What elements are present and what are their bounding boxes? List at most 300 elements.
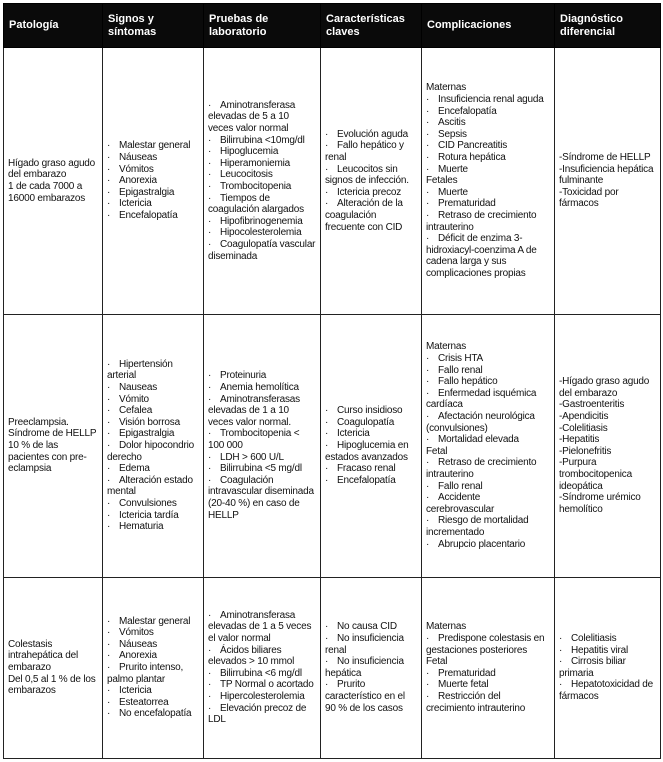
bullet-icon: · [325, 633, 329, 645]
cell-pathology [4, 577, 103, 758]
bullet-icon: · [107, 662, 111, 674]
cell-text: Hepatotoxicidad de fármacos [559, 679, 654, 703]
bullet-icon: · [325, 405, 329, 417]
bullet-icon: · [107, 198, 111, 210]
cell-line [208, 394, 316, 429]
cell-text: Ictericia [119, 198, 152, 210]
cell-text: Trombocitopenia [220, 180, 292, 192]
cell-signs [103, 48, 204, 315]
bullet-icon: · [208, 134, 212, 146]
cell-text: Proteinuria [220, 370, 267, 382]
cell-line [208, 216, 316, 228]
bullet-icon: · [559, 644, 563, 656]
cell-line [426, 117, 550, 129]
cell-text: Ictericia tardía [119, 509, 179, 521]
cell-text: -Apendicitis [559, 410, 609, 422]
cell-text: Anorexia [119, 650, 157, 662]
cell-text: Encefalopatía [438, 105, 497, 117]
cell-line [107, 164, 199, 176]
bullet-icon: · [426, 633, 430, 645]
bullet-icon: · [426, 679, 430, 691]
cell-text: -Gastroenteritis [559, 399, 625, 411]
cell-line [107, 394, 199, 406]
cell-line [8, 158, 98, 181]
bullet-icon: · [107, 140, 111, 152]
bullet-icon: · [426, 140, 430, 152]
cell-line [426, 233, 550, 279]
cell-line [426, 492, 550, 515]
bullet-icon: · [208, 691, 212, 703]
bullet-icon: · [107, 428, 111, 440]
cell-line [107, 440, 199, 463]
cell-text: Bilirrubina <10mg/dl [220, 134, 305, 146]
bullet-icon: · [107, 382, 111, 393]
bullet-icon: · [426, 376, 430, 388]
cell-text: Náuseas [119, 151, 158, 163]
cell-signs [103, 314, 204, 577]
cell-text: 1 de cada 7000 a 16000 embarazos [8, 180, 86, 204]
bullet-icon: · [325, 621, 329, 633]
cell-signs [103, 577, 204, 758]
bullet-icon: · [426, 117, 430, 129]
table-row [4, 48, 661, 315]
cell-line [208, 227, 316, 239]
cell-line [107, 475, 199, 498]
cell-text: Trombocitopenia < 100 000 [208, 428, 300, 451]
cell-line [107, 510, 199, 522]
bullet-icon: · [325, 140, 329, 152]
cell-text: Hipertensión arterial [107, 358, 173, 382]
cell-text: Tiempos de coagulación alargados [208, 192, 304, 216]
cell-line [107, 708, 199, 720]
table-row [4, 314, 661, 577]
cell-line [559, 376, 656, 399]
bullet-icon: · [426, 128, 430, 140]
cell-text: -Insuficiencia hepática fulminante [559, 163, 654, 187]
cell-text: Hipoglucemia [220, 146, 279, 158]
cell-text: Coagulación intravascular diseminada (20-40 %) en caso de HELLP [208, 474, 314, 521]
cell-line [208, 382, 316, 394]
cell-complications [422, 577, 555, 758]
bullet-icon: · [107, 638, 111, 650]
cell-line [426, 129, 550, 141]
cell-line [559, 434, 656, 446]
bullet-icon: · [208, 192, 212, 204]
cell-text: Sepsis [438, 128, 467, 140]
bullet-icon: · [208, 370, 212, 382]
cell-text: Afectación neurológica (convulsiones) [426, 410, 535, 434]
cell-line [107, 382, 199, 394]
cell-line [426, 411, 550, 434]
cell-line [426, 515, 550, 538]
bullet-icon: · [325, 416, 329, 428]
cell-line [559, 633, 656, 645]
cell-text: Síndrome de HELLP 10 % de las pacientes con pre-eclampsia [8, 428, 97, 475]
cell-line [107, 187, 199, 199]
cell-text: Del 0,5 al 1 % de los embarazos [8, 673, 96, 697]
cell-text: -Purpura trombocitopenica ideopática [559, 457, 632, 492]
bullet-icon: · [107, 405, 111, 417]
cell-text: Ictericia precoz [337, 186, 402, 198]
bullet-icon: · [208, 474, 212, 486]
cell-text: Cefalea [119, 405, 153, 417]
cell-text: No insuficiencia renal [325, 633, 404, 656]
cell-text: Aminotransferasa elevadas de 5 a 10 veces valor normal [208, 99, 296, 134]
cell-labs [204, 577, 321, 758]
bullet-icon: · [107, 497, 111, 509]
cell-line [559, 446, 656, 458]
cell-line [107, 498, 199, 510]
cell-text: Elevación precoz de LDL [208, 702, 307, 726]
cell-text: Hematuria [119, 521, 164, 533]
cell-line [426, 376, 550, 388]
cell-line [426, 82, 550, 94]
cell-line [426, 668, 550, 680]
cell-line [325, 198, 417, 233]
bullet-icon: · [107, 650, 111, 662]
cell-text: Colelitiasis [571, 633, 617, 645]
cell-text: Prematuridad [438, 198, 496, 210]
bullet-icon: · [559, 656, 563, 668]
cell-text: Epigastralgia [119, 186, 175, 198]
cell-text: Alteración estado mental [107, 474, 193, 498]
bullet-icon: · [208, 451, 212, 463]
bullet-icon: · [107, 175, 111, 187]
cell-text: Accidente cerebrovascular [426, 492, 495, 515]
bullet-icon: · [107, 708, 111, 720]
cell-text: -Colelitiasis [559, 422, 608, 434]
bullet-icon: · [325, 428, 329, 440]
bullet-icon: · [208, 644, 212, 656]
bullet-icon: · [208, 463, 212, 475]
bullet-icon: · [208, 609, 212, 621]
bullet-icon: · [208, 215, 212, 227]
cell-text: Retraso de crecimiento intrauterino [426, 457, 537, 480]
bullet-icon: · [325, 198, 329, 210]
cell-line [107, 650, 199, 662]
cell-text: Riesgo de mortalidad incrementado [426, 515, 529, 538]
bullet-icon: · [426, 538, 430, 550]
cell-labs [204, 314, 321, 577]
cell-line [325, 633, 417, 656]
bullet-icon: · [426, 233, 430, 245]
cell-line [107, 685, 199, 697]
cell-line [208, 169, 316, 181]
cell-line [208, 193, 316, 216]
bullet-icon: · [426, 186, 430, 198]
cell-text: Anorexia [119, 175, 157, 187]
bullet-icon: · [325, 186, 329, 198]
bullet-icon: · [208, 382, 212, 393]
cell-line [107, 417, 199, 429]
cell-text: Vómitos [119, 627, 154, 639]
cell-line [325, 164, 417, 187]
cell-line [107, 359, 199, 382]
cell-text: Insuficiencia renal aguda [438, 93, 544, 105]
cell-key-features [321, 577, 422, 758]
cell-line [426, 106, 550, 118]
cell-text: Vómitos [119, 163, 154, 175]
header-key-features: Características claves [321, 4, 422, 48]
bullet-icon: · [107, 186, 111, 198]
cell-text: TP Normal o acortado [220, 679, 314, 691]
cell-line [426, 691, 550, 714]
cell-text: Muerte [438, 186, 468, 198]
cell-text: LDH > 600 U/L [220, 451, 284, 463]
cell-line [325, 440, 417, 463]
cell-text: -Síndrome urémico hemolítico [559, 492, 641, 515]
cell-line [559, 411, 656, 423]
cell-text: -Hígado graso agudo del embarazo [559, 376, 650, 399]
cell-text: Esteatorrea [119, 696, 169, 708]
cell-line [208, 135, 316, 147]
cell-text: Hígado graso agudo del embarazo [8, 157, 96, 181]
bullet-icon: · [107, 209, 111, 221]
cell-line [107, 428, 199, 440]
cell-line [325, 656, 417, 679]
bullet-icon: · [208, 393, 212, 405]
cell-text: -Síndrome de HELLP [559, 151, 651, 163]
cell-line [107, 616, 199, 628]
cell-text: Bilirrubina <6 mg/dl [220, 667, 302, 679]
cell-line [559, 423, 656, 435]
cell-text: Hipocolesterolemia [220, 227, 302, 239]
cell-text: Fetal [426, 445, 448, 457]
bullet-icon: · [107, 509, 111, 521]
table-header-row [4, 4, 661, 48]
cell-text: CID Pancreatitis [438, 140, 508, 152]
cell-text: Fracaso renal [337, 463, 396, 475]
cell-line [107, 463, 199, 475]
bullet-icon: · [208, 227, 212, 239]
cell-text: No encefalopatía [119, 708, 192, 720]
cell-text: Hipofibrinogenemia [220, 215, 303, 227]
cell-line [325, 621, 417, 633]
cell-text: Convulsiones [119, 497, 177, 509]
bullet-icon: · [107, 393, 111, 405]
bullet-icon: · [107, 696, 111, 708]
bullet-icon: · [426, 209, 430, 221]
cell-line [426, 140, 550, 152]
cell-text: Edema [119, 463, 150, 475]
cell-text: Hipercolesterolemia [220, 691, 305, 703]
cell-line [107, 140, 199, 152]
header-pathology: Patología [4, 4, 103, 48]
bullet-icon: · [426, 457, 430, 469]
cell-line [208, 239, 316, 262]
cell-line [426, 539, 550, 551]
bullet-icon: · [208, 238, 212, 250]
cell-line [426, 198, 550, 210]
bullet-icon: · [559, 679, 563, 691]
bullet-icon: · [426, 492, 430, 504]
cell-text: Leucocitosis [220, 169, 273, 181]
cell-line [559, 492, 656, 515]
cell-text: Fallo hepático [438, 376, 498, 388]
cell-text: Ascitis [438, 117, 466, 129]
cell-line [208, 475, 316, 521]
cell-text: Muerte fetal [438, 679, 489, 691]
cell-line [426, 175, 550, 187]
cell-line [325, 463, 417, 475]
cell-line [8, 417, 98, 429]
cell-text: Hiperamoniemia [220, 157, 291, 169]
cell-text: Ácidos biliares elevados > 10 mmol [208, 644, 295, 668]
cell-line [426, 187, 550, 199]
cell-labs [204, 48, 321, 315]
cell-text: Muerte [438, 163, 468, 175]
cell-text: Prurito intenso, palmo plantar [107, 662, 184, 685]
cell-text: Déficit de enzima 3-hidroxiacyl-coenzima A de cadena larga y sus complicaciones propias [426, 233, 537, 279]
cell-pathology [4, 48, 103, 315]
cell-line [107, 175, 199, 187]
bullet-icon: · [107, 615, 111, 627]
cell-text: Prematuridad [438, 667, 496, 679]
bullet-icon: · [107, 358, 111, 370]
bullet-icon: · [325, 128, 329, 140]
cell-line [208, 146, 316, 158]
cell-text: Cirrosis biliar primaria [559, 656, 626, 679]
cell-text: -Toxicidad por fármacos [559, 186, 619, 210]
cell-text: Malestar general [119, 140, 191, 152]
cell-text: Crisis HTA [438, 353, 484, 365]
cell-text: Bilirrubina <5 mg/dl [220, 463, 302, 475]
cell-line [208, 428, 316, 451]
cell-line [107, 639, 199, 651]
cell-line [8, 428, 98, 474]
bullet-icon: · [208, 180, 212, 192]
cell-line [325, 428, 417, 440]
cell-text: Ictericia [337, 428, 370, 440]
cell-text: -Pielonefritis [559, 445, 612, 457]
cell-line [426, 621, 550, 633]
cell-line [208, 645, 316, 668]
bullet-icon: · [325, 463, 329, 475]
cell-text: Predispone colestasis en gestaciones posteriores [426, 633, 545, 656]
cell-key-features [321, 48, 422, 315]
cell-line [208, 463, 316, 475]
cell-text: Vómito [119, 393, 149, 405]
cell-text: Encefalopatía [119, 209, 178, 221]
cell-line [208, 679, 316, 691]
bullet-icon: · [208, 169, 212, 181]
header-differential: Diagnóstico diferencial [555, 4, 661, 48]
cell-text: Encefalopatía [337, 474, 396, 486]
cell-line [325, 129, 417, 141]
bullet-icon: · [426, 93, 430, 105]
cell-text: Leucocitos sin signos de infección. [325, 163, 409, 187]
cell-line [426, 353, 550, 365]
cell-text: Coagulopatía vascular diseminada [208, 238, 316, 262]
cell-text: Colestasis intrahepática del embarazo [8, 638, 78, 674]
cell-text: Rotura hepática [438, 151, 506, 163]
cell-complications [422, 48, 555, 315]
bullet-icon: · [107, 474, 111, 486]
cell-text: Alteración de la coagulación frecuente con CID [325, 198, 403, 233]
bullet-icon: · [107, 627, 111, 639]
cell-line [208, 452, 316, 464]
bullet-icon: · [208, 679, 212, 691]
cell-line [107, 210, 199, 222]
cell-text: Curso insidioso [337, 405, 403, 417]
table-container [3, 3, 660, 759]
cell-text: Dolor hipocondrio derecho [107, 439, 194, 463]
cell-differential [555, 577, 661, 758]
bullet-icon: · [107, 521, 111, 533]
cell-line [208, 668, 316, 680]
table-row [4, 577, 661, 758]
header-signs: Signos y síntomas [103, 4, 204, 48]
cell-line [208, 370, 316, 382]
cell-line [426, 164, 550, 176]
bullet-icon: · [325, 163, 329, 175]
cell-text: Náuseas [119, 638, 158, 650]
bullet-icon: · [426, 691, 430, 703]
cell-text: Enfermedad isquémica cardíaca [426, 387, 537, 411]
cell-line [426, 341, 550, 353]
cell-line [325, 405, 417, 417]
cell-text: Prurito característico en el 90 % de los casos [325, 679, 405, 714]
cell-differential [555, 48, 661, 315]
cell-text: Hepatitis viral [571, 644, 629, 656]
cell-line [107, 697, 199, 709]
cell-line [559, 399, 656, 411]
cell-line [559, 679, 656, 702]
cell-line [208, 610, 316, 645]
header-labs: Pruebas de laboratorio [204, 4, 321, 48]
cell-line [559, 656, 656, 679]
cell-line [325, 417, 417, 429]
cell-line [208, 158, 316, 170]
bullet-icon: · [208, 157, 212, 169]
cell-line [325, 679, 417, 714]
cell-text: Abrupcio placentario [438, 538, 526, 550]
cell-text: Fallo renal [438, 480, 483, 492]
cell-line [559, 164, 656, 187]
bullet-icon: · [426, 515, 430, 527]
pathology-comparison-table [3, 3, 661, 759]
bullet-icon: · [107, 463, 111, 475]
bullet-icon: · [325, 679, 329, 691]
cell-text: Maternas [426, 82, 467, 94]
cell-line [325, 187, 417, 199]
cell-text: Aminotransferasa elevadas de 1 a 5 veces el valor normal [208, 609, 312, 645]
cell-text: Fallo hepático y renal [325, 140, 404, 163]
cell-line [426, 633, 550, 656]
cell-text: No insuficiencia hepática [325, 656, 404, 679]
bullet-icon: · [426, 151, 430, 163]
bullet-icon: · [426, 387, 430, 399]
header-complications: Complicaciones [422, 4, 555, 48]
cell-line [107, 152, 199, 164]
bullet-icon: · [426, 353, 430, 365]
cell-line [208, 181, 316, 193]
cell-line [426, 152, 550, 164]
cell-text: Hipoglucemia en estados avanzados [325, 439, 409, 463]
bullet-icon: · [325, 439, 329, 451]
cell-text: Maternas [426, 621, 467, 633]
cell-line [559, 187, 656, 210]
cell-line [426, 94, 550, 106]
cell-line [208, 100, 316, 135]
bullet-icon: · [107, 163, 111, 175]
cell-text: Evolución aguda [337, 128, 408, 140]
bullet-icon: · [208, 667, 212, 679]
cell-line [325, 140, 417, 163]
cell-text: Anemia hemolítica [220, 382, 299, 393]
cell-complications [422, 314, 555, 577]
cell-line [426, 656, 550, 668]
